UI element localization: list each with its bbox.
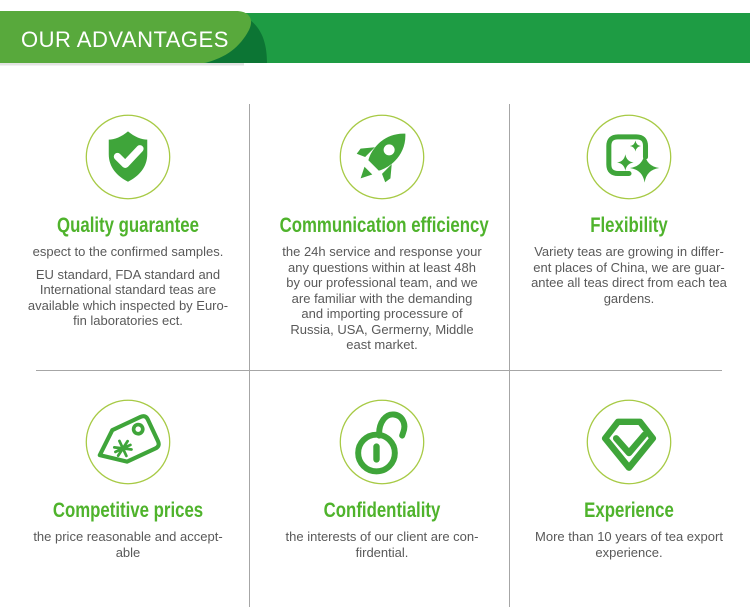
feature-text-line: Russia, USA, Germerny, Middle	[290, 321, 474, 337]
feature-title: Flexibility	[590, 214, 668, 237]
shield-check-icon	[84, 113, 172, 201]
feature-text-line: International standard teas are	[39, 282, 217, 297]
feature-text-line: Variety teas are growing in differ-	[534, 244, 724, 259]
feature-text-line: espect to the confirmed samples.	[32, 244, 224, 259]
feature-description	[254, 244, 510, 353]
feature-confidentiality	[254, 371, 510, 607]
feature-text-line: ent places of China, we are guar-	[533, 259, 725, 275]
feature-title: Quality guarantee	[57, 214, 199, 237]
open-lock-icon	[338, 398, 426, 486]
feature-text-line: EU standard, FDA standard and	[35, 266, 221, 282]
feature-description	[512, 244, 746, 306]
feature-text-line: experience.	[595, 544, 663, 560]
feature-experience	[512, 371, 746, 607]
feature-text-line: able	[115, 544, 141, 560]
feature-competitive-prices	[12, 371, 244, 607]
feature-text-line: and importing processure of	[301, 306, 463, 321]
feature-text-line: any questions within at least 48h	[288, 259, 476, 275]
feature-text-line: the price reasonable and accept-	[33, 529, 223, 544]
square-sparkles-icon	[585, 113, 673, 201]
price-tag-icon	[84, 398, 172, 486]
feature-title: Confidentiality	[323, 499, 441, 522]
diamond-check-icon	[585, 398, 673, 486]
feature-text-line: gardens.	[603, 290, 655, 306]
feature-text-line: fin laboratories ect.	[73, 313, 183, 328]
feature-description	[512, 529, 746, 560]
feature-title: Communication efficiency	[279, 214, 489, 237]
feature-communication-efficiency	[254, 104, 510, 370]
section-header	[0, 0, 750, 70]
feature-text-line: the 24h service and response your	[282, 244, 482, 259]
feature-quality-guarantee	[12, 104, 244, 370]
feature-description	[12, 244, 244, 329]
feature-text-line: available which inspected by Euro-	[27, 297, 229, 313]
section-title: OUR ADVANTAGES	[21, 27, 229, 52]
feature-description	[254, 529, 510, 560]
feature-text-line: the interests of our client are con-	[285, 529, 479, 544]
column-divider	[249, 104, 250, 607]
feature-title: Experience	[584, 499, 674, 522]
feature-text-line: firdential.	[355, 544, 409, 560]
ribbon-drop-shadow	[0, 63, 244, 66]
feature-text-line: east market.	[346, 337, 418, 352]
feature-text-line: antee all teas direct from each tea	[531, 275, 727, 290]
feature-title: Competitive prices	[52, 499, 204, 522]
feature-text-line: are familiar with the demanding	[291, 290, 473, 306]
feature-text-line: More than 10 years of tea export	[535, 529, 723, 544]
rocket-icon	[338, 113, 426, 201]
feature-flexibility	[512, 104, 746, 370]
feature-description	[12, 529, 244, 560]
feature-text-line: by our professional team, and we	[286, 275, 478, 290]
